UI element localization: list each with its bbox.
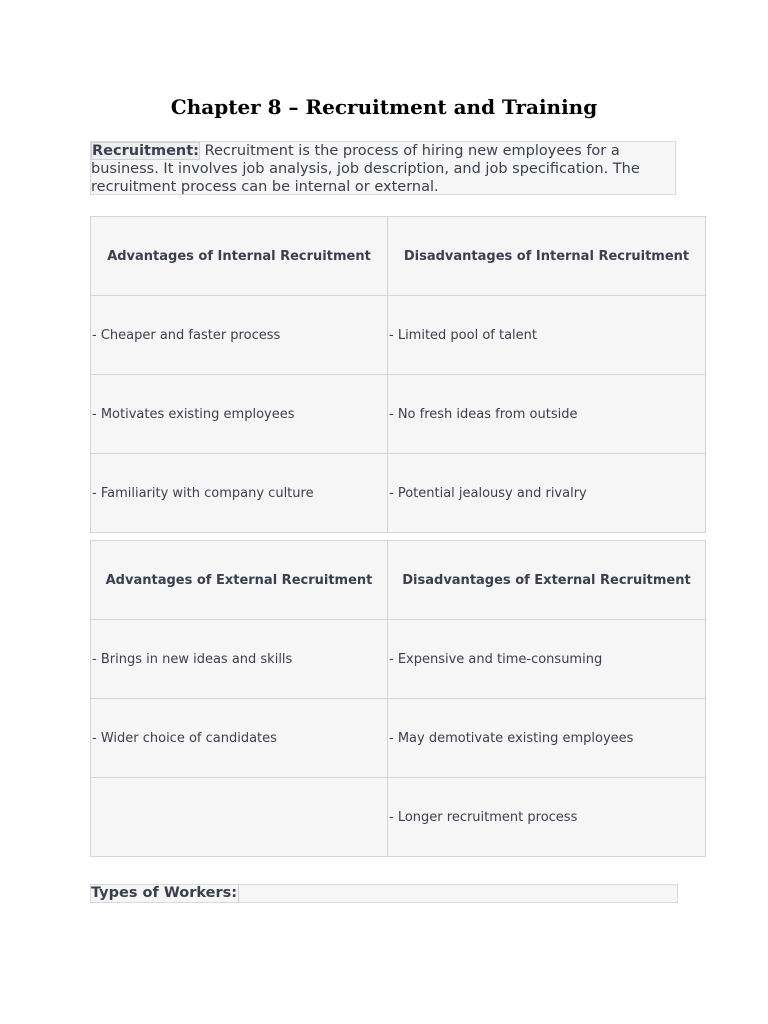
table-cell: - Limited pool of talent (388, 296, 706, 375)
recruitment-label: Recruitment: (92, 143, 199, 159)
table-row (91, 296, 706, 375)
internal-recruitment-table (90, 216, 706, 533)
table-cell: - Motivates existing employees (91, 375, 388, 454)
internal-disadvantages-header: Disadvantages of Internal Recruitment (388, 217, 706, 296)
recruitment-text: Recruitment is the process of hiring new employees for a business. It involves job analysis, job description, and job specification. The recruitment process can be internal or external. (91, 143, 640, 195)
table-cell: - Cheaper and faster process (91, 296, 388, 375)
table-row (91, 375, 706, 454)
table-cell-empty (91, 778, 388, 857)
table-cell: - Wider choice of candidates (91, 699, 388, 778)
table-row (91, 620, 706, 699)
table-row (91, 699, 706, 778)
types-of-workers-heading: Types of Workers: (91, 885, 238, 901)
external-advantages-header: Advantages of External Recruitment (91, 541, 388, 620)
page-title: Chapter 8 – Recruitment and Training (170, 95, 598, 119)
table-cell: - Expensive and time-consuming (388, 620, 706, 699)
table-row (91, 778, 706, 857)
internal-advantages-header: Advantages of Internal Recruitment (91, 217, 388, 296)
recruitment-paragraph (90, 141, 676, 195)
table-header-row (91, 541, 706, 620)
table-cell: - Longer recruitment process (388, 778, 706, 857)
types-of-workers-section (90, 884, 678, 903)
external-recruitment-table (90, 540, 706, 857)
table-cell: - No fresh ideas from outside (388, 375, 706, 454)
table-cell: - Familiarity with company culture (91, 454, 388, 533)
table-cell: - Potential jealousy and rivalry (388, 454, 706, 533)
table-cell: - Brings in new ideas and skills (91, 620, 388, 699)
table-cell: - May demotivate existing employees (388, 699, 706, 778)
table-row (91, 454, 706, 533)
external-disadvantages-header: Disadvantages of External Recruitment (388, 541, 706, 620)
table-header-row (91, 217, 706, 296)
